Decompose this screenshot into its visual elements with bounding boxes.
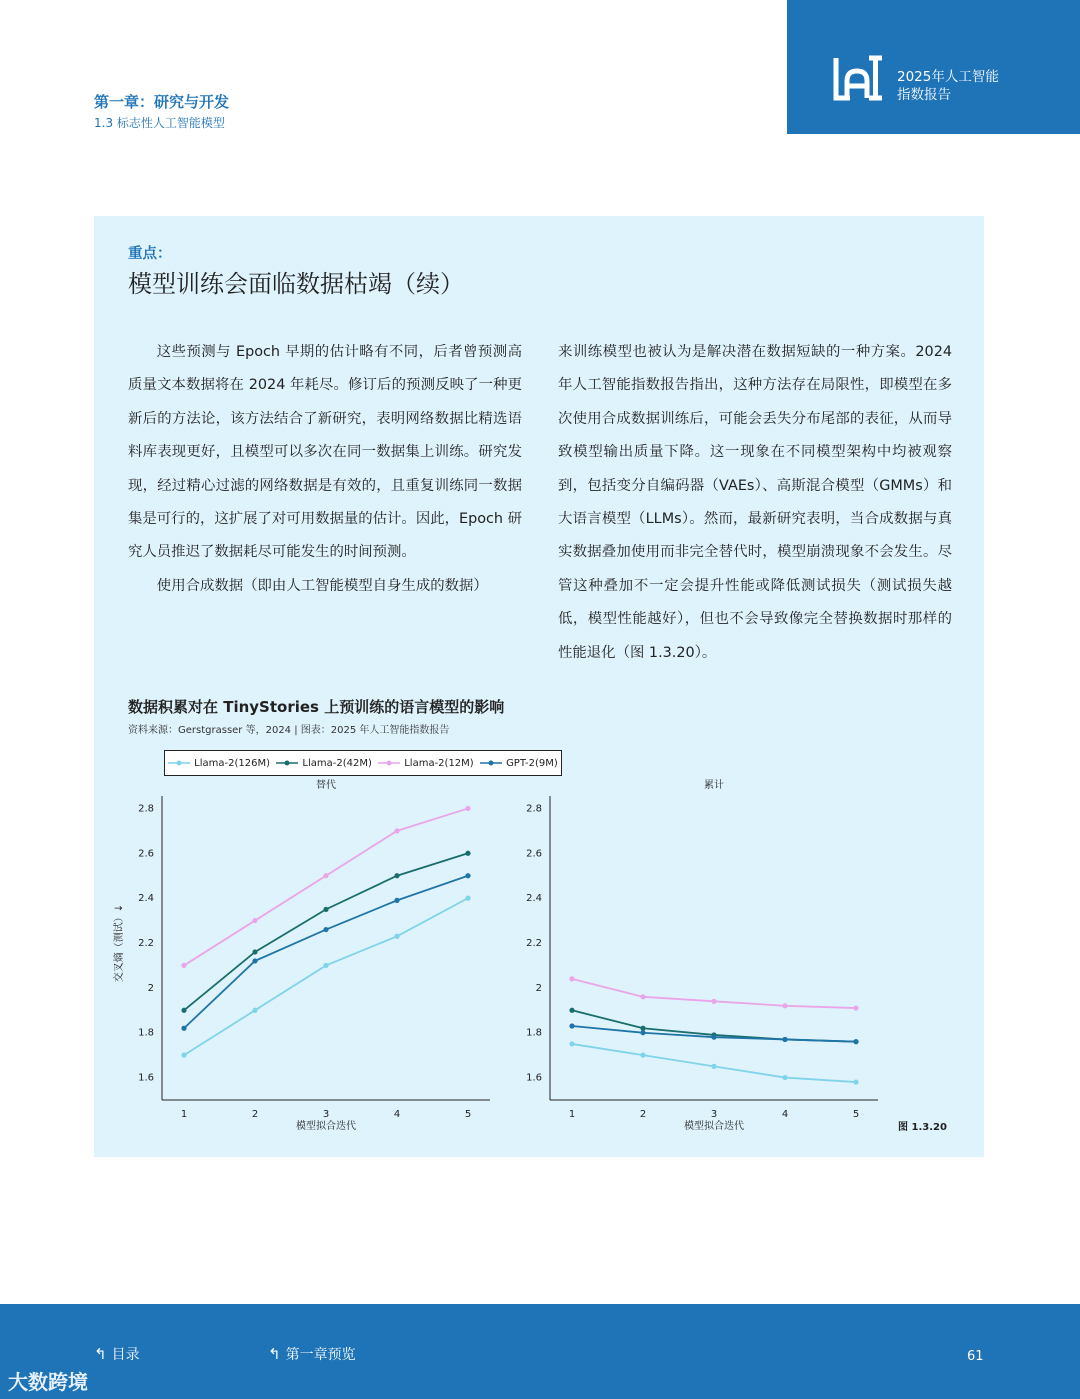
x-axis-label: 模型拟合迭代 [684, 1121, 744, 1132]
paragraph: 来训练模型也被认为是解决潜在数据短缺的一种方案。2024 年人工智能指数报告指出，这种方法存在局限性，即模型在多次使用合成数据训练后，可能会丢失分布尾部的表征，从而导致模型输出质量下降。这一现象在不同模型架构中均被观察到，包括变分自编码器（VAEs）、高斯混合模型（GMMs）和大语言模型（LLMs）。然而，最新研究表明，当合成数据与真实数据叠加使用而非完全替代时，模型崩溃现象不会发生。尽管这种叠加不一定会提升性能或降低测试损失（测试损失越低，模型性能越好），但也不会导致像完全替换数据时那样的性能退化（图 1.3.20）。 [558, 344, 952, 661]
data-point [181, 1026, 186, 1031]
legend-swatch [168, 759, 190, 767]
data-point [181, 963, 186, 968]
x-tick-label: 5 [852, 1109, 860, 1120]
data-point [252, 1008, 257, 1013]
text-column-right [558, 336, 952, 670]
y-tick-label: 2.2 [526, 938, 542, 949]
legend-item [480, 758, 558, 769]
x-tick-label: 2 [251, 1109, 259, 1120]
x-tick-label: 4 [781, 1109, 789, 1120]
legend-item [276, 758, 371, 769]
report-brand [787, 0, 1080, 134]
highlight-panel [94, 216, 984, 1157]
data-point [569, 1008, 574, 1013]
data-point [711, 999, 716, 1004]
data-point [569, 1041, 574, 1046]
legend-label: GPT-2(9M) [506, 757, 558, 769]
legend-swatch [378, 759, 400, 767]
y-tick-label: 1.8 [138, 1027, 154, 1039]
series-line [184, 808, 468, 965]
series-line [572, 1044, 856, 1082]
data-point [640, 1030, 645, 1035]
data-point [181, 1053, 186, 1058]
data-point [465, 873, 470, 878]
legend-swatch [480, 759, 502, 767]
figure-label: 图 1.3.20 [898, 1122, 947, 1133]
y-tick-label: 2.4 [526, 893, 542, 905]
legend-item [378, 758, 473, 769]
data-point [465, 896, 470, 901]
data-point [181, 1008, 186, 1013]
chart-panel-title: 累计 [704, 780, 724, 791]
data-point [640, 994, 645, 999]
data-point [252, 949, 257, 954]
chapter-overview-link[interactable] [268, 1344, 356, 1364]
chapter-heading: 第一章：研究与开发 [94, 93, 230, 111]
y-tick-label: 1.8 [526, 1027, 542, 1039]
paragraph: 使用合成数据（即由人工智能模型自身生成的数据） [156, 577, 488, 594]
x-axis-label: 模型拟合迭代 [296, 1121, 356, 1132]
legend-label: Llama-2(12M) [404, 757, 474, 769]
x-tick-label: 1 [568, 1109, 576, 1120]
brand-line-1: 2025年人工智能 [897, 69, 999, 85]
x-tick-label: 2 [639, 1109, 647, 1120]
chart-source: 资料来源：Gerstgrasser 等，2024 | 图表：2025 年人工智能指数报告 [128, 725, 450, 736]
data-point [465, 851, 470, 856]
y-tick-label: 2.8 [526, 803, 542, 815]
paragraph: 这些预测与 Epoch 早期的估计略有不同，后者曾预测高质量文本数据将在 2024 年耗尽。修订后的预测反映了一种更新后的方法论，该方法结合了新研究，表明网络数据比精选语料库表现更好，且模型可以多次在同一数据集上训练。研究发现，经过精心过滤的网络数据是有效的，且重复训练同一数据集是可行的，这扩展了对可用数据量的估计。因此，Epoch 研究人员推迟了数据耗尽可能发生的时间预测。 [128, 344, 523, 561]
toc-link[interactable] [94, 1344, 140, 1364]
panel-title: 模型训练会面临数据枯竭（续） [128, 270, 464, 298]
data-point [394, 828, 399, 833]
data-point [640, 1026, 645, 1031]
y-tick-label: 2.4 [138, 893, 154, 905]
brand-line-2: 指数报告 [897, 87, 951, 103]
data-point [323, 907, 328, 912]
data-point [782, 1003, 787, 1008]
x-tick-label: 3 [322, 1109, 330, 1120]
data-point [465, 806, 470, 811]
chart-legend [164, 750, 562, 776]
data-point [252, 918, 257, 923]
data-point [569, 1023, 574, 1028]
legend-swatch [276, 759, 298, 767]
data-point [711, 1064, 716, 1069]
toc-label: 目录 [111, 1347, 140, 1363]
ai-logo-icon [833, 55, 885, 101]
y-tick-label: 1.6 [526, 1072, 542, 1084]
x-tick-label: 4 [393, 1109, 401, 1120]
y-tick-label: 2.6 [526, 848, 542, 860]
data-point [323, 963, 328, 968]
text-column-left [128, 336, 522, 603]
y-tick-label: 2.6 [138, 848, 154, 860]
x-tick-label: 5 [464, 1109, 472, 1120]
data-point [853, 1039, 858, 1044]
y-tick-label: 2.2 [138, 938, 154, 949]
legend-label: Llama-2(126M) [194, 757, 271, 769]
data-point [569, 976, 574, 981]
series-line [184, 898, 468, 1055]
data-point [394, 873, 399, 878]
panel-kicker: 重点： [128, 246, 172, 262]
legend-item [168, 758, 270, 769]
section-heading: 1.3 标志性人工智能模型 [94, 116, 225, 130]
data-point [323, 873, 328, 878]
chapter-overview-label: 第一章预览 [285, 1347, 356, 1363]
data-point [394, 898, 399, 903]
data-point [252, 958, 257, 963]
chart-title: 数据积累对在 TinyStories 上预训练的语言模型的影响 [128, 698, 505, 716]
watermark: 大数跨境 [8, 1370, 88, 1394]
data-point [323, 927, 328, 932]
y-tick-label: 1.6 [138, 1072, 154, 1084]
series-line [184, 876, 468, 1029]
return-arrow-icon: ↰ [94, 1345, 107, 1363]
data-point [782, 1075, 787, 1080]
data-point [394, 934, 399, 939]
data-point [782, 1037, 787, 1042]
y-tick-label: 2 [535, 982, 542, 994]
data-point [711, 1035, 716, 1040]
y-tick-label: 2 [147, 982, 154, 994]
x-tick-label: 3 [710, 1109, 718, 1120]
return-arrow-icon: ↰ [268, 1345, 281, 1363]
page-footer [0, 1304, 1080, 1399]
data-point [853, 1005, 858, 1010]
data-point [640, 1053, 645, 1058]
y-tick-label: 2.8 [138, 803, 154, 815]
page-number: 61 [967, 1349, 984, 1364]
x-tick-label: 1 [180, 1109, 188, 1120]
y-axis-label: 交叉熵（测试）↓ [114, 903, 125, 983]
chart-panel-title: 替代 [316, 780, 336, 791]
legend-label: Llama-2(42M) [302, 757, 372, 769]
data-point [853, 1079, 858, 1084]
